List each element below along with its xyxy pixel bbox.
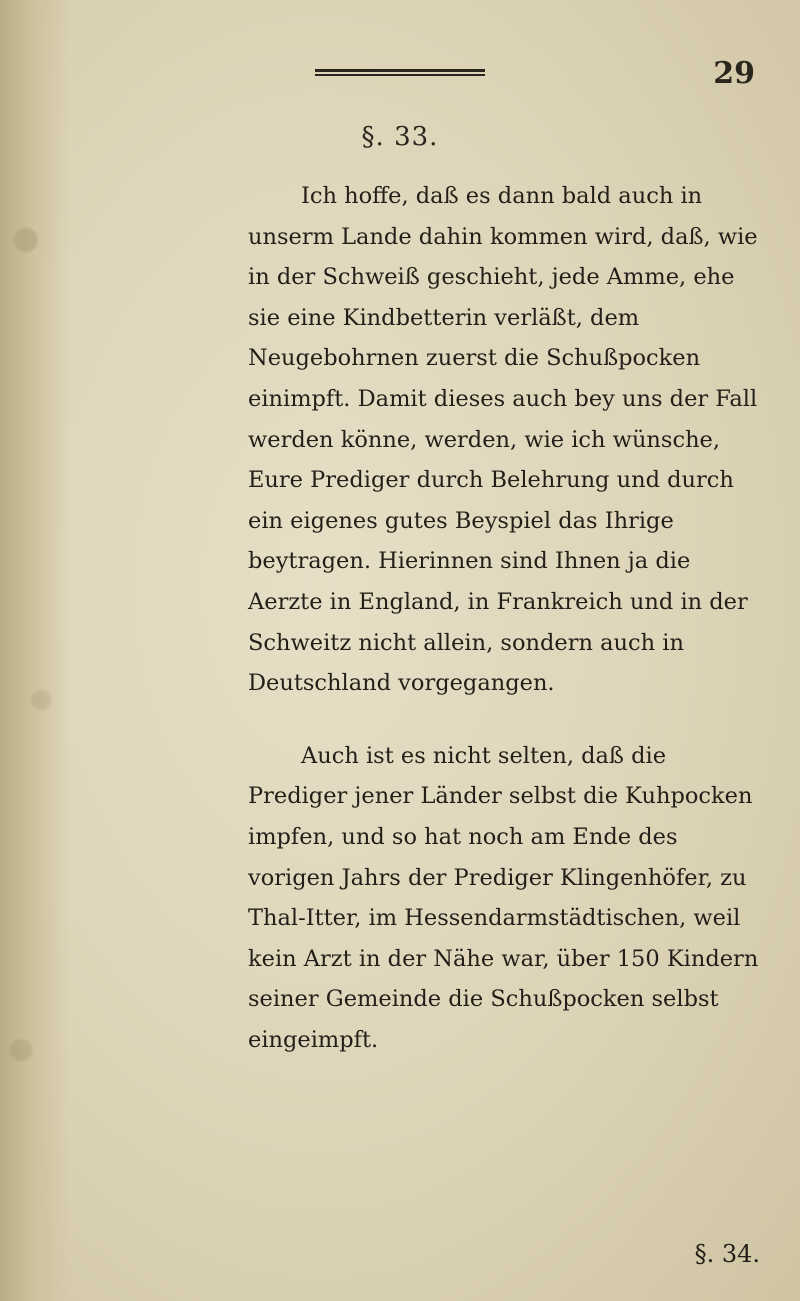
section-heading: §. 33. xyxy=(361,122,439,152)
paper-stains xyxy=(6,0,66,1301)
body-text xyxy=(248,176,768,1060)
catchword: §. 34. xyxy=(694,1240,760,1268)
page-number: 29 xyxy=(713,56,755,91)
paragraph-2: Auch ist es nicht selten, daß die Prediger jener Länder selbst die Kuhpocken impfen, und so hat noch am Ende des vorigen Jahrs der Prediger Klingenhöfer, zu Thal-Itter, im Hessendarmstädtischen, weil kein Arzt in der Nähe war, über 150 Kindern seiner Gemeinde die Schußpocken selbst eingeimpft. xyxy=(248,742,759,1053)
paragraph-1: Ich hoffe, daß es dann bald auch in unserm Lande dahin kommen wird, daß, wie in der Schweiß geschieht, jede Amme, ehe sie eine Kindbetterin verläßt, dem Neugebohrnen zuerst die Schußpocken einimpft. Damit dieses auch bey uns der Fall werden könne, werden, wie ich wünsche, Eure Prediger durch Belehrung und durch ein eigenes gutes Beyspiel das Ihrige beytragen. Hierinnen sind Ihnen ja die Aerzte in England, in Frankreich und in der Schweitz nicht allein, sondern auch in Deutschland vorgegangen. xyxy=(248,183,758,697)
